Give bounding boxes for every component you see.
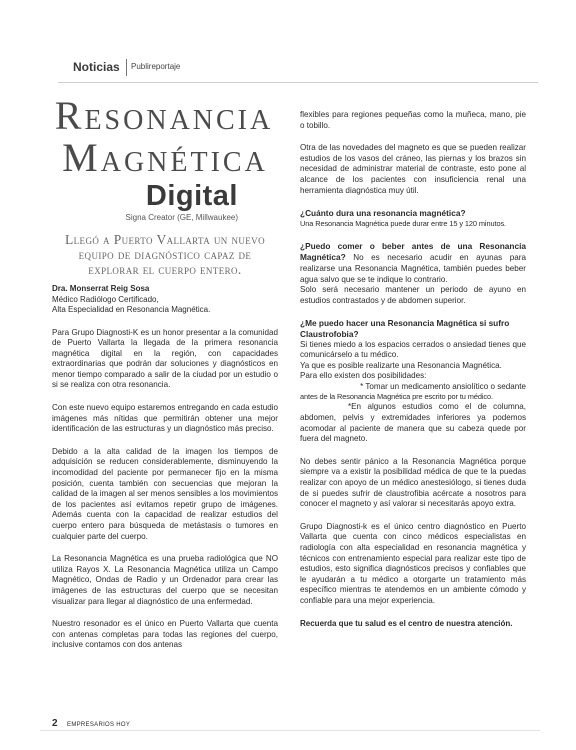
body-paragraph: Debido a la alta calidad de la imagen los tiempos de adquisición se reducen considerablemente, disminuyendo la incomodidad del paciente por permanecer fijo en la misma posición, cuenta también con secuencias que mejoran la calidad de la imagen al ser menos sensibles a los movimientos de los pacientes así evitamos repetir grupo de imágenes. Además cuenta con la capacidad de realizar estudios del cuerpo entero para búsqueda de metástasis o tumores en cualquier parte del cuerpo. (52, 446, 278, 541)
section-sublabel: Publireportaje (131, 62, 181, 71)
title-line-1: Resonancia (54, 93, 274, 138)
body-paragraph: Grupo Diagnosti-k es el único centro diagnóstico en Puerto Vallarta que cuenta con cinco médicos especialistas en radiología con alta especialidad en resonancia magnética y técnicos con entrenamiento especial para realizar este tipo de estudios, esto significa diagnósticos precisos y confiables que le ayudarán a tu médico a otorgarte un tratamiento más específico mientras te atendemos en un ambiente cómodo y confiable para una mejor experiencia. (300, 521, 526, 605)
header-rule (58, 82, 538, 83)
faq-question: ¿Cuánto dura una resonancia magnética? (300, 208, 466, 219)
faq-answer: Ya que es posible realizarte una Resonancia Magnética. (300, 360, 502, 370)
faq-question: ¿Me puedo hacer una Resonancia Magnética si sufro Claustrofobia? (300, 318, 510, 339)
option-two: *En algunos estudios como el de columna, abdomen, pelvis y extremidades inferiores ya podemos acomodar al paciente de manera que su cabeza quede por fuera del magneto. (300, 402, 526, 444)
body-paragraph: Con este nuevo equipo estaremos entregando en cada estudio imágenes más nítidas que permitirán obtener una mejor identificación de las estructuras y un diagnóstico más preciso. (52, 403, 278, 434)
header-divider (126, 59, 127, 76)
lead-text: Llegó a Puerto Vallarta un nuevo equipo de diagnóstico capaz de explorar el cuerpo entero. (65, 232, 265, 277)
right-column (300, 110, 526, 629)
body-paragraph: La Resonancia Magnética es una prueba radiológica que NO utiliza Rayos X. La Resonancia Magnética utiliza un Campo Magnético, Ondas de Radio y un Ordenador para crear las imágenes de las estructuras del cuerpo que se necesitan visualizar para llegar al diagnóstico de una enfermedad. (52, 554, 278, 606)
body-paragraph: No debes sentir pánico a la Resonancia Magnética porque siempre va a existir la posibilidad médica de que te la puedas realizar con apoyo de un médico anestesiólogo, si tienes duda de si puedes sufrir de claustrofibia acércate a nosotros para conocer el magneto y así valorar si necesitarás apoyo extra. (300, 456, 526, 509)
title-line-3: Digital (145, 180, 238, 212)
page-footer (52, 713, 130, 727)
page-number: 2 (52, 718, 58, 729)
author-name: Dra. Monserrat Reig Sosa (52, 284, 150, 293)
publication-name: EMPRESARIOS HOY (67, 722, 131, 728)
footer-rule (40, 730, 540, 731)
left-column (52, 93, 278, 651)
faq-answer: Si tienes miedo a los espacios cerrados o ansiedad tienes que comunicárselo a tu médico. (300, 339, 526, 360)
faq-question: ¿Puedo comer o beber antes de una Resonancia Magnética? (300, 240, 526, 263)
faq-answer: Una Resonancia Magnética puede durar entre 15 y 120 minutos. (300, 218, 506, 228)
faq-duration (300, 208, 526, 229)
closing-statement: Recuerda que tu salud es el centro de nuestra atención. (300, 618, 513, 628)
option-one: * Tomar un medicamento ansiolítico o sedante (360, 381, 526, 391)
title-line-2: Magnética (62, 135, 268, 180)
faq-answer: Para ello existen dos posibilidades: (300, 371, 427, 381)
faq-answer: No es necesario acudir en ayunas para realizarse una Resonancia Magnética, también puedes beber agua salvo que se te indique lo contrario. (300, 253, 526, 284)
faq-eating (300, 241, 526, 307)
body-paragraph: Para Grupo Diagnosti-K es un honor presentar a la comunidad de Puerto Vallarta la llegada de la primera resonancia magnética digital en la región, con capacidades extraordinarias que podrán dar soluciones y diagnósticos en menor tiempo comparado a salir de la ciudad por un estudio o si se realiza con otra resonancia. (52, 327, 278, 390)
body-paragraph: Nuestro resonador es el único en Puerto Vallarta que cuenta con antenas completas para todas las regiones del cuerpo, inclusive contamos con dos antenas (52, 619, 278, 650)
author-specialty: Alta Especialidad en Resonancia Magnética. (52, 305, 211, 314)
body-paragraph: Otra de las novedades del magneto es que se pueden realizar estudios de los vasos del cráneo, las piernas y los brazos sin necesidad de administrar material de contraste, esto pone al alcance de los pacientes con insuficiencia renal una herramienta diagnóstica muy útil. (300, 143, 526, 195)
section-label: Noticias (73, 60, 120, 74)
option-one-detail: antes de la Resonancia Magnética pre escrito por tu médico. (300, 392, 493, 402)
author-block (52, 284, 278, 316)
author-role: Médico Radiólogo Certificado, (52, 294, 159, 304)
equipment-model: Signa Creator (GE, Millwaukee) (125, 213, 238, 222)
faq-answer-note: Solo será necesario mantener un periodo de ayuno en estudios contrastados y de abdomen superior. (300, 285, 526, 305)
body-paragraph: flexibles para regiones pequeñas como la muñeca, mano, pie o tobillo. (300, 110, 526, 130)
faq-claustrophobia (300, 318, 526, 445)
section-header (0, 52, 576, 84)
